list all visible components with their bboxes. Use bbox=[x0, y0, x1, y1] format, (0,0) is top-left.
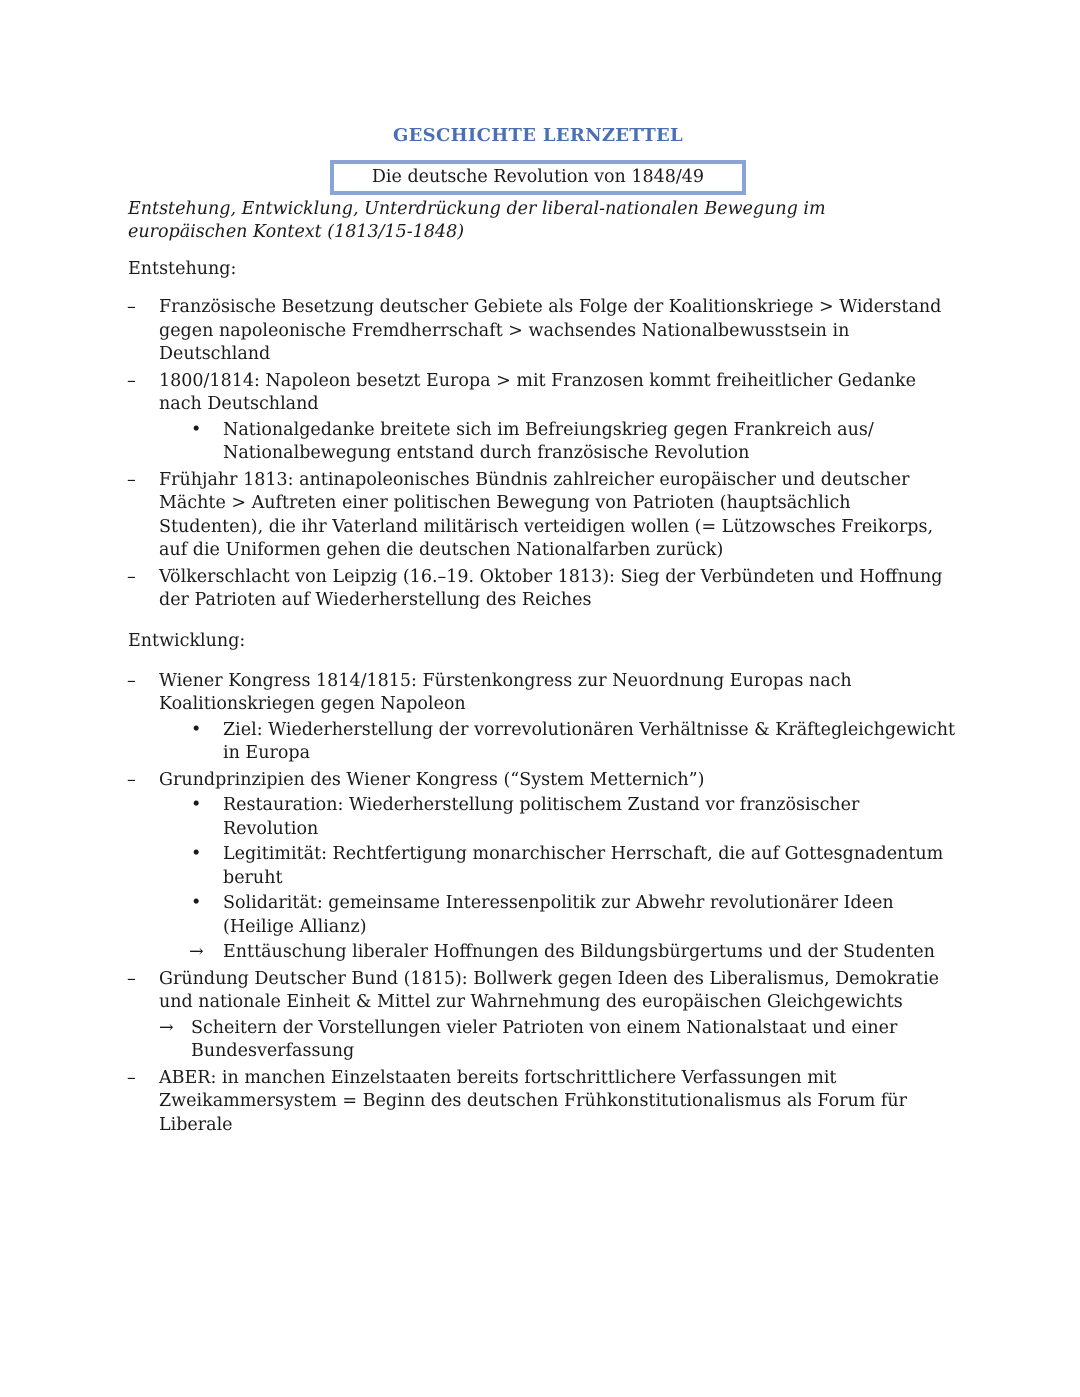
list-item-text: Völkerschlacht von Leipzig (16.–19. Oktober 1813): Sieg der Verbündeten und Hoffnung der Patrioten auf Wiederherstellung des Reiches bbox=[159, 566, 943, 610]
dash-marker: – bbox=[127, 769, 136, 790]
list-item-text: Grundprinzipien des Wiener Kongress (“System Metternich”) bbox=[159, 769, 705, 790]
arrow-right-icon: → bbox=[159, 1017, 174, 1038]
sub-list-item-text: Solidarität: gemeinsame Interessenpolitik zur Abwehr revolutionärer Ideen (Heilige Allianz) bbox=[223, 893, 894, 937]
section-heading-entstehung: Entstehung: bbox=[128, 259, 237, 279]
list-item-text: Gründung Deutscher Bund (1815): Bollwerk gegen Ideen des Liberalismus, Demokratie und nationale Einheit & Mittel zur Wahrnehmung des europäischen Gleichgewichts bbox=[159, 968, 940, 1012]
sub-list-item bbox=[159, 719, 958, 766]
sub-list-item-text: Restauration: Wiederherstellung politischem Zustand vor französischer Revolution bbox=[223, 795, 860, 839]
sub-list-item bbox=[159, 419, 958, 466]
section-heading-entwicklung: Entwicklung: bbox=[128, 630, 246, 651]
list-item bbox=[128, 296, 958, 367]
list-item-text: 1800/1814: Napoleon besetzt Europa > mit Franzosen kommt freiheitlicher Gedanke nach Deutschland bbox=[159, 370, 917, 414]
dash-marker: – bbox=[127, 968, 136, 989]
bullet-marker: • bbox=[191, 893, 202, 913]
dash-marker: – bbox=[127, 469, 136, 490]
dash-marker: – bbox=[127, 1067, 136, 1088]
arrow-note-text: Scheitern der Vorstellungen vieler Patrioten von einem Nationalstaat und einer Bundesverfassung bbox=[191, 1017, 898, 1061]
sub-list-item-text: Enttäuschung liberaler Hoffnungen des Bildungsbürgertums und der Studenten bbox=[223, 942, 935, 962]
arrow-right-icon: → bbox=[189, 942, 204, 962]
sub-list-item-text: Nationalgedanke breitete sich im Befreiungskrieg gegen Frankreich aus/ Nationalbewegung entstand durch französische Revolution bbox=[223, 419, 874, 463]
sub-list-item bbox=[159, 843, 958, 890]
list-item bbox=[128, 566, 958, 613]
dash-marker: – bbox=[127, 566, 136, 587]
sub-list bbox=[159, 719, 958, 766]
list-item-text: ABER: in manchen Einzelstaaten bereits fortschrittlichere Verfassungen mit Zweikammersystem = Beginn des deutschen Frühkonstitutionalismus als Forum für Liberale bbox=[159, 1067, 908, 1135]
list-item bbox=[128, 370, 958, 466]
subtitle-line-1: Entstehung, Entwicklung, Unterdrückung der liberal-nationalen Bewegung im bbox=[128, 199, 826, 219]
subtitle-line-2: europäischen Kontext (1813/15-1848) bbox=[128, 222, 465, 242]
document-page bbox=[128, 125, 958, 1140]
list-item bbox=[128, 769, 958, 965]
sub-list-item-text: Ziel: Wiederherstellung der vorrevolutionären Verhältnisse & Kräftegleichgewicht in Europa bbox=[223, 719, 956, 763]
list-item bbox=[128, 968, 958, 1064]
sub-list-item-text: Legitimität: Rechtfertigung monarchischer Herrschaft, die auf Gottesgnadentum beruht bbox=[223, 844, 944, 888]
sub-list-item bbox=[159, 892, 958, 939]
dash-marker: – bbox=[127, 670, 136, 691]
sub-list bbox=[159, 419, 958, 466]
sub-list-item bbox=[159, 794, 958, 841]
dash-marker: – bbox=[127, 370, 136, 391]
arrow-note bbox=[159, 1017, 958, 1064]
document-title: GESCHICHTE LERNZETTEL bbox=[392, 125, 684, 146]
boxed-title: Die deutsche Revolution von 1848/49 bbox=[330, 160, 746, 195]
bullet-marker: • bbox=[191, 419, 202, 440]
subtitle bbox=[128, 198, 958, 244]
list-item-text: Wiener Kongress 1814/1815: Fürstenkongress zur Neuordnung Europas nach Koalitionskriegen gegen Napoleon bbox=[159, 670, 852, 714]
bullet-marker: • bbox=[191, 795, 202, 815]
sub-list bbox=[159, 794, 958, 965]
boxed-title-wrapper bbox=[118, 160, 958, 195]
entstehung-list bbox=[128, 296, 958, 613]
list-item bbox=[128, 1067, 958, 1138]
list-item-text: Frühjahr 1813: antinapoleonisches Bündnis zahlreicher europäischer und deutscher Mächte > Auftreten einer politischen Bewegung von Patrioten (hauptsächlich Studenten), die ihr Vaterland militärisch verteidigen wollen (= Lützowsches Freikorps, auf die Uniformen gehen die deutschen Nationalfarben zurück) bbox=[159, 469, 934, 560]
entwicklung-list bbox=[128, 670, 958, 1138]
bullet-marker: • bbox=[191, 719, 202, 740]
list-item bbox=[128, 469, 958, 563]
bullet-marker: • bbox=[191, 844, 202, 864]
list-item bbox=[128, 670, 958, 766]
dash-marker: – bbox=[127, 297, 136, 317]
list-item-text: Französische Besetzung deutscher Gebiete als Folge der Koalitionskriege > Widerstand gegen napoleonische Fremdherrschaft > wachsendes Nationalbewusstsein in Deutschland bbox=[159, 297, 942, 364]
sub-list-arrow-item bbox=[159, 941, 958, 965]
